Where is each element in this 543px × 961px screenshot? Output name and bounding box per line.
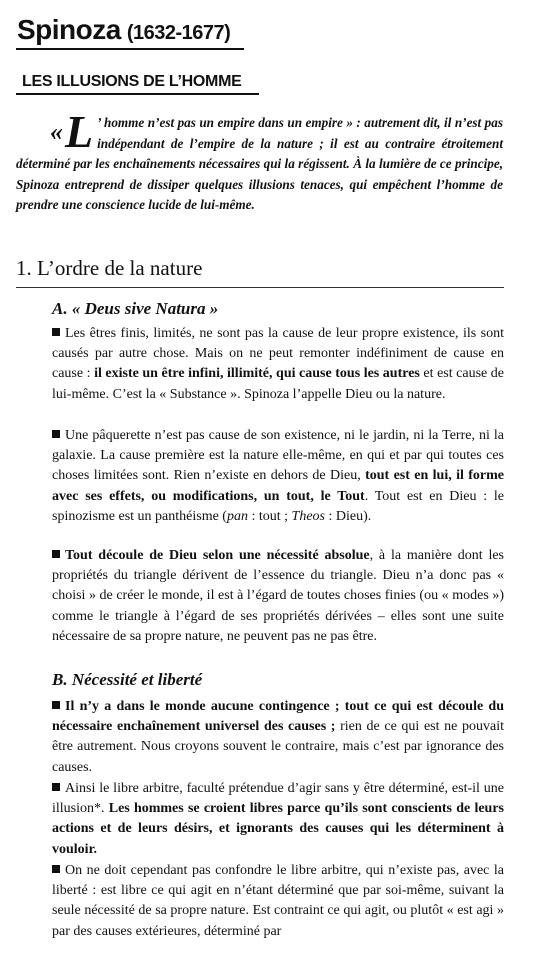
title-underline <box>16 48 244 50</box>
chapter-subtitle: LES ILLUSIONS DE L’HOMME <box>22 73 242 90</box>
author-dates: (1632-1677) <box>126 22 231 44</box>
bullet-icon <box>52 328 60 336</box>
bullet-icon <box>52 550 60 558</box>
section-rule <box>16 287 504 288</box>
subsection-heading-a: A. « Deus sive Natura » <box>52 299 219 318</box>
intro-text: ’ homme n’est pas un empire dans un empire » : autrement dit, il n’est pas indépendant de l’empire de la nature ; il est au contraire étroitement déterminé par les enchaînements nécessaires qui la régissent. À la lumière de ce principe, Spinoza entreprend de dissiper quelques illusions tenaces, qui empêchent l’homme de prendre une conscience lucide de lui-même. <box>16 115 503 212</box>
paragraph-a3: Tout découle de Dieu selon une nécessité absolue, à la manière dont les propriétés du triangle dérivent de l’essence du triangle. Dieu n’a donc pas « choisi » de créer le monde, il est à l’égard de toutes choses finies (ou « modes ») comme le triangle à l’égard de ses propriétés dérivées – elles sont une suite nécessaire de sa propre nature, ne peuvent pas ne pas être. <box>52 548 504 644</box>
bullet-icon <box>52 701 60 709</box>
bullet-icon <box>52 865 60 873</box>
paragraph-a2: Une pâquerette n’est pas cause de son existence, ni le jardin, ni la Terre, ni la galaxie. La cause première est la nature elle-même, en qui et par qui toutes ces choses limitées sont. Rien n’existe en dehors de Dieu, tout est en lui, il forme avec ses effets, ou modifications, un tout, le Tout. Tout est en Dieu : le spinozisme est un panthéisme (pan : tout ; Theos : Dieu). <box>52 428 504 524</box>
bullet-icon <box>52 430 60 438</box>
section-heading: 1. L’ordre de la nature <box>16 256 203 280</box>
paragraph-b1: Il n’y a dans le monde aucune contingence ; tout ce qui est découle du nécessaire enchaînement universel des causes ; rien de ce qui est ne pouvait être autrement. Nous croyons souvent le contraire, mais c’est par ignorance des causes. <box>52 699 504 775</box>
bullet-icon <box>52 783 60 791</box>
subsection-heading-b: B. Nécessité et liberté <box>52 670 203 689</box>
author-name: Spinoza <box>17 14 121 45</box>
subtitle-underline <box>16 93 259 95</box>
paragraph-a1: Les êtres finis, limités, ne sont pas la cause de leur propre existence, ils sont causés par autre chose. Mais on ne peut remonter indéfiniment de cause en cause : il existe un être infini, illimité, qui cause tous les autres et est cause de lui-même. C’est la « Substance ». Spinoza l’appelle Dieu ou la nature. <box>52 326 505 402</box>
page-title <box>17 14 230 46</box>
paragraph-b2: Ainsi le libre arbitre, faculté prétendue d’agir sans y être déterminé, est-il une illusion*. Les hommes se croient libres parce qu’ils sont conscients de leurs actions et de leurs désirs, et ignorants des causes qui les déterminent à vouloir. <box>52 781 504 857</box>
intro-paragraph <box>16 106 503 216</box>
drop-cap: «L <box>50 106 94 157</box>
paragraph-b3: On ne doit cependant pas confondre le libre arbitre, qui n’existe pas, avec la liberté : est libre ce qui agit en n’étant déterminé que par soi-même, suivant la seule nécessité de sa propre nature. Est contraint ce qui agit, ou plutôt « est agi » par des causes extérieures, déterminé par <box>52 863 504 939</box>
